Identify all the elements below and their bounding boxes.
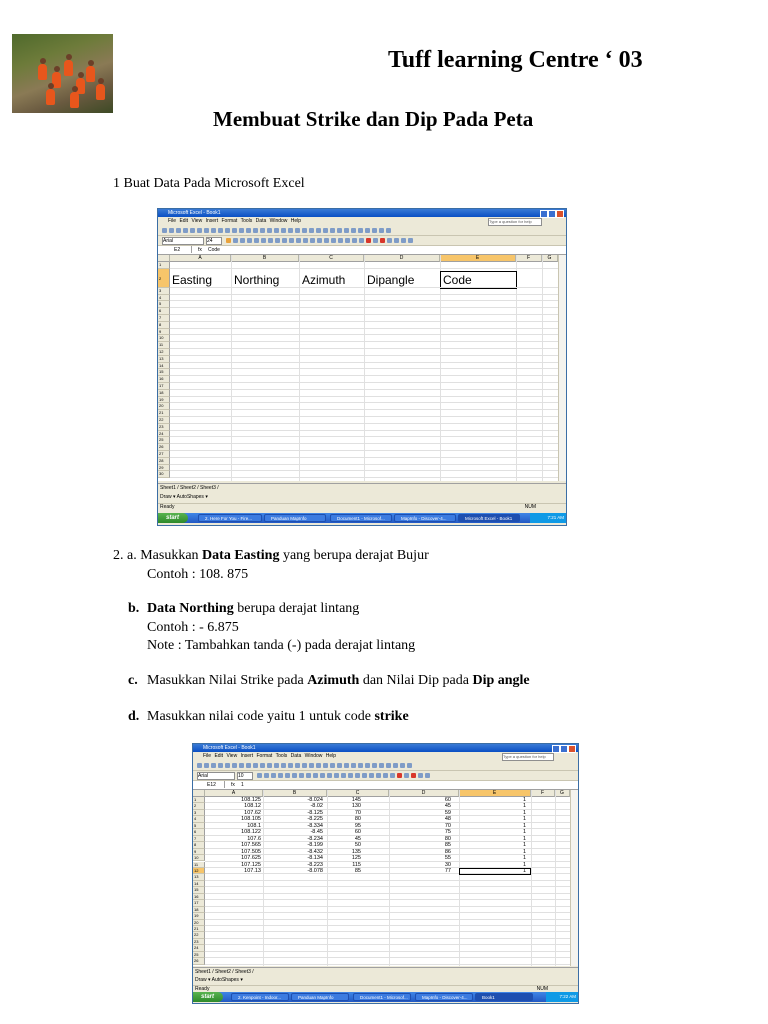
spreadsheet-grid[interactable] [158, 255, 558, 481]
row-gridline [170, 396, 558, 397]
vertical-scrollbar[interactable] [570, 790, 578, 966]
step-2a-line [113, 548, 429, 564]
row-gridline [170, 423, 558, 424]
table-cell[interactable]: 107.6 [247, 835, 261, 842]
row-header[interactable]: 2 [193, 803, 205, 809]
drawing-toolbar[interactable] [193, 976, 578, 985]
row-header[interactable]: 7 [193, 836, 205, 842]
row-gridline [170, 314, 558, 315]
table-cell[interactable]: 1 [522, 822, 526, 829]
table-cell[interactable]: -8.02 [310, 803, 323, 810]
step-2b-note: Note : Tambahkan tanda (-) pada derajat lintang [147, 638, 416, 653]
windows-taskbar[interactable] [193, 992, 578, 1002]
excel-menubar[interactable]: File Edit View Insert Format Tools Data Window Help [168, 218, 302, 224]
row-header[interactable]: 15 [158, 369, 170, 376]
table-cell[interactable]: 55 [444, 855, 451, 862]
table-cell[interactable]: 115 [352, 861, 361, 868]
row-gridline [170, 457, 558, 458]
row-header[interactable]: 5 [193, 823, 205, 829]
step-2b-bold: Data Northing [147, 601, 234, 616]
row-gridline [170, 334, 558, 335]
table-cell[interactable]: -8.432 [307, 848, 323, 855]
row-gridline [205, 899, 570, 900]
formula-bar[interactable] [193, 781, 578, 790]
row-header[interactable]: 9 [193, 849, 205, 855]
table-cell[interactable]: 108.125 [241, 797, 261, 803]
row-gridline [170, 375, 558, 376]
table-cell[interactable]: 50 [354, 842, 361, 849]
row-header[interactable]: 1 [193, 797, 205, 803]
row-gridline [170, 300, 558, 301]
system-tray-clock[interactable]: 7:21 AM [530, 513, 566, 523]
table-cell[interactable]: 108.122 [241, 829, 261, 836]
row-gridline [170, 389, 558, 390]
start-button[interactable]: start [158, 513, 188, 523]
row-header[interactable]: 22 [193, 932, 205, 938]
taskbar-item[interactable]: Microsoft Excel - Book1 [458, 514, 520, 522]
excel-screenshot-empty [157, 208, 567, 526]
corner-cell[interactable] [193, 790, 205, 797]
row-gridline [205, 931, 570, 932]
help-search-input[interactable]: Type a question for help [502, 753, 554, 761]
row-header[interactable]: 4 [193, 816, 205, 822]
column-header[interactable]: C [299, 255, 364, 262]
table-cell[interactable]: 59 [444, 809, 451, 816]
row-header[interactable]: 12 [193, 868, 205, 874]
row-gridline [170, 362, 558, 363]
table-cell[interactable]: 145 [351, 797, 361, 803]
table-cell[interactable]: -8.199 [307, 842, 323, 849]
row-header[interactable]: 15 [193, 887, 205, 893]
header-easting[interactable]: Easting [172, 273, 213, 287]
table-cell[interactable]: 1 [522, 809, 526, 816]
table-cell[interactable]: -8.45 [310, 829, 323, 836]
table-cell[interactable]: 1 [522, 842, 526, 849]
row-header[interactable]: 9 [158, 329, 170, 336]
table-cell[interactable]: 75 [444, 829, 451, 836]
column-header[interactable]: B [263, 790, 327, 797]
help-search-input[interactable]: Type a question for help [488, 218, 542, 226]
row-header[interactable]: 24 [193, 945, 205, 951]
row-header[interactable]: 14 [193, 881, 205, 887]
header-azimuth[interactable]: Azimuth [302, 273, 346, 287]
table-cell[interactable]: 70 [354, 809, 361, 816]
row-header[interactable]: 22 [158, 417, 170, 424]
table-cell[interactable]: 95 [354, 822, 361, 829]
column-header[interactable]: E [440, 255, 516, 262]
row-header[interactable]: 16 [193, 894, 205, 900]
vertical-scrollbar[interactable] [558, 255, 566, 481]
font-size-select[interactable]: 10 [237, 772, 253, 780]
fx-icon: fx [231, 782, 235, 788]
row-gridline [170, 321, 558, 322]
row-header[interactable]: 20 [158, 403, 170, 410]
step-2b-marker-text: b. [128, 601, 140, 616]
row-header[interactable]: 3 [193, 810, 205, 816]
font-name-select[interactable]: Arial [197, 772, 235, 780]
corner-cell[interactable] [158, 255, 170, 262]
taskbar-item[interactable]: 2. Here For You - Fire... [198, 514, 262, 522]
table-cell[interactable]: 80 [354, 816, 361, 823]
row-header[interactable]: 21 [193, 926, 205, 932]
row-gridline [170, 368, 558, 369]
row-header[interactable]: 11 [158, 342, 170, 349]
row-gridline [170, 294, 558, 295]
table-cell[interactable]: 108.105 [241, 816, 261, 823]
excel-menubar[interactable]: File Edit View Insert Format Tools Data Window Help [203, 753, 337, 759]
system-tray-clock[interactable]: 7:22 AM [546, 992, 578, 1002]
row-header[interactable]: 12 [158, 349, 170, 356]
row-gridline [170, 477, 558, 478]
column-header[interactable]: A [205, 790, 263, 797]
num-lock-indicator: NUM [524, 504, 536, 510]
row-gridline [170, 341, 558, 342]
step-2c-bold-azimuth: Azimuth [307, 673, 360, 688]
header-code[interactable]: Code [443, 273, 472, 287]
table-cell[interactable]: -8.334 [307, 822, 323, 829]
table-cell[interactable]: 1 [522, 816, 526, 823]
column-header[interactable]: C [327, 790, 389, 797]
table-cell[interactable]: -8.234 [307, 835, 323, 842]
row-gridline [170, 382, 558, 383]
step-2d-line [147, 709, 409, 725]
row-header[interactable]: 30 [158, 471, 170, 478]
table-cell[interactable]: -8.223 [307, 861, 323, 868]
row-header[interactable]: 7 [158, 315, 170, 322]
row-header[interactable]: 25 [193, 952, 205, 958]
table-cell[interactable]: 107.505 [241, 848, 261, 855]
row-gridline [170, 328, 558, 329]
row-gridline [170, 450, 558, 451]
header-dipangle[interactable]: Dipangle [367, 273, 415, 287]
draw-menu[interactable]: Draw ▾ AutoShapes ▾ [195, 977, 243, 983]
step-2a-bold: Data Easting [202, 548, 280, 563]
column-header[interactable]: B [231, 255, 299, 262]
sheet-tabs[interactable] [158, 483, 566, 493]
row-gridline [205, 912, 570, 913]
row-header[interactable]: 18 [193, 907, 205, 913]
row-header[interactable]: 26 [158, 444, 170, 451]
column-header[interactable]: D [364, 255, 440, 262]
sheet-tabs-label[interactable]: Sheet1 / Sheet2 / Sheet3 / [195, 969, 254, 975]
row-header[interactable]: 28 [158, 458, 170, 465]
step-2a-suffix: yang berupa derajat Bujur [279, 548, 429, 563]
row-gridline [170, 348, 558, 349]
step-2c-middle: dan Nilai Dip pada [359, 673, 473, 688]
page-subtitle: Membuat Strike dan Dip Pada Peta [213, 107, 534, 131]
table-cell[interactable]: 48 [444, 816, 451, 823]
row-gridline [170, 443, 558, 444]
standard-toolbar[interactable] [158, 226, 566, 236]
row-header[interactable]: 20 [193, 920, 205, 926]
table-cell[interactable]: 1 [522, 797, 526, 803]
row-gridline [170, 436, 558, 437]
row-header[interactable]: 19 [193, 913, 205, 919]
draw-menu[interactable]: Draw ▾ AutoShapes ▾ [160, 494, 208, 500]
taskbar-item[interactable]: Panduan MapInfo [291, 993, 349, 1001]
name-box[interactable]: E12 [195, 781, 225, 788]
column-header[interactable]: F [516, 255, 542, 262]
taskbar-item[interactable]: Document1 - Microsof... [353, 993, 411, 1001]
table-cell[interactable]: 86 [444, 848, 451, 855]
step-2b-line [147, 601, 359, 617]
page-title: Tuff learning Centre ‘ 03 [388, 47, 643, 73]
row-gridline [205, 886, 570, 887]
table-cell[interactable]: 107.125 [241, 861, 261, 868]
table-cell[interactable]: -8.125 [307, 809, 323, 816]
table-cell[interactable]: 108.12 [244, 803, 261, 810]
step-2c-prefix: Masukkan Nilai Strike pada [147, 673, 308, 688]
row-header[interactable]: 8 [193, 842, 205, 848]
column-header[interactable]: F [531, 790, 555, 797]
row-header[interactable]: 19 [158, 397, 170, 404]
table-cell[interactable]: 107.565 [241, 842, 261, 849]
windows-taskbar[interactable] [158, 513, 566, 523]
row-header[interactable]: 11 [193, 862, 205, 868]
row-header[interactable]: 13 [158, 356, 170, 363]
row-header[interactable]: 13 [193, 874, 205, 880]
row-gridline [170, 409, 558, 410]
row-gridline [170, 416, 558, 417]
formatting-toolbar[interactable] [158, 236, 566, 246]
header-northing[interactable]: Northing [234, 273, 280, 287]
step-2a-prefix: 2. a. Masukkan [113, 548, 203, 563]
row-header[interactable]: 26 [193, 958, 205, 964]
row-header[interactable]: 8 [158, 322, 170, 329]
row-gridline [205, 951, 570, 952]
spreadsheet-grid[interactable] [193, 790, 570, 966]
step-2d-marker [128, 709, 139, 725]
font-name-select[interactable]: Arial [162, 237, 204, 245]
step-2c-bold-dip: Dip angle [472, 673, 530, 688]
row-header[interactable]: 18 [158, 390, 170, 397]
row-header[interactable]: 10 [158, 335, 170, 342]
column-header[interactable]: D [389, 790, 459, 797]
status-text: Ready [195, 986, 210, 992]
table-cell[interactable]: 107.625 [241, 855, 261, 862]
column-header[interactable]: G [542, 255, 558, 262]
row-gridline [205, 957, 570, 958]
row-header[interactable]: 17 [193, 900, 205, 906]
step-2d-bold: strike [374, 709, 409, 724]
row-gridline [170, 268, 558, 269]
step-2a-example: Contoh : 108. 875 [147, 567, 249, 582]
table-cell[interactable]: 60 [444, 797, 451, 803]
table-cell[interactable]: 1 [522, 829, 526, 836]
table-cell[interactable]: 1 [522, 855, 526, 862]
row-gridline [170, 470, 558, 471]
step-2b-example: Contoh : - 6.875 [147, 620, 239, 635]
table-cell[interactable]: 1 [522, 867, 526, 874]
row-gridline [170, 307, 558, 308]
table-cell[interactable]: 80 [444, 835, 451, 842]
table-cell[interactable]: 85 [444, 842, 451, 849]
row-gridline [205, 893, 570, 894]
row-gridline [205, 944, 570, 945]
column-header[interactable]: A [170, 255, 231, 262]
row-header[interactable]: 5 [158, 301, 170, 308]
step-2b-suffix: berupa derajat lintang [233, 601, 360, 616]
row-gridline [170, 464, 558, 465]
row-header[interactable]: 23 [193, 939, 205, 945]
row-gridline [205, 919, 570, 920]
table-cell[interactable]: 108.1 [247, 822, 261, 829]
table-cell[interactable]: 107.62 [244, 809, 261, 816]
step-2c-marker-text: c. [128, 673, 138, 688]
name-box[interactable]: E2 [160, 246, 192, 253]
row-header[interactable]: 2 [158, 269, 170, 288]
drawing-toolbar[interactable] [158, 493, 566, 502]
column-header[interactable]: G [555, 790, 570, 797]
table-cell[interactable]: 77 [444, 867, 451, 874]
row-header[interactable]: 21 [158, 410, 170, 417]
table-cell[interactable]: 130 [351, 803, 361, 810]
table-cell[interactable]: 70 [444, 822, 451, 829]
row-header[interactable]: 6 [193, 829, 205, 835]
step-2c-line [147, 673, 530, 689]
table-cell[interactable]: 1 [522, 848, 526, 855]
num-lock-indicator: NUM [536, 986, 548, 992]
excel-titlebar: Microsoft Excel - Book1 [193, 744, 578, 752]
start-button[interactable]: start [193, 992, 223, 1002]
row-gridline [205, 880, 570, 881]
row-header[interactable]: 16 [158, 376, 170, 383]
table-cell[interactable]: 1 [522, 835, 526, 842]
font-size-select[interactable]: 24 [206, 237, 222, 245]
row-header[interactable]: 3 [158, 288, 170, 295]
step-2d-marker-text: d. [128, 709, 140, 724]
table-cell[interactable]: -8.078 [307, 867, 323, 874]
table-cell[interactable]: -8.134 [307, 855, 323, 862]
formula-input[interactable]: 1 [241, 782, 244, 788]
row-header[interactable]: 17 [158, 383, 170, 390]
fx-icon: fx [198, 247, 202, 253]
formula-bar[interactable] [158, 246, 566, 255]
table-cell[interactable]: 107.13 [244, 867, 261, 874]
step-2c-marker [128, 673, 138, 689]
row-header[interactable]: 10 [193, 855, 205, 861]
row-header[interactable]: 6 [158, 308, 170, 315]
row-gridline [205, 938, 570, 939]
taskbar-item[interactable]: Document1 - Microsof... [330, 514, 392, 522]
taskbar-item[interactable]: MapInfo - Discover-4... [415, 993, 473, 1001]
excel-screenshot-filled [192, 743, 579, 1004]
table-cell[interactable]: 45 [444, 803, 451, 810]
row-gridline [205, 906, 570, 907]
table-cell[interactable]: 30 [444, 861, 451, 868]
taskbar-item[interactable]: MapInfo - Discover-4... [394, 514, 456, 522]
sheet-tabs-label[interactable]: Sheet1 / Sheet2 / Sheet3 / [160, 485, 219, 491]
row-header[interactable]: 27 [158, 451, 170, 458]
row-gridline [170, 402, 558, 403]
standard-toolbar[interactable] [193, 761, 578, 771]
table-cell[interactable]: 45 [354, 835, 361, 842]
table-cell[interactable]: 85 [354, 867, 361, 874]
status-text: Ready [160, 504, 175, 510]
table-cell[interactable]: 1 [522, 861, 526, 868]
row-gridline [170, 355, 558, 356]
step-2d-prefix: Masukkan nilai code yaitu 1 untuk code [147, 709, 375, 724]
table-cell[interactable]: 60 [354, 829, 361, 836]
status-bar [158, 503, 566, 511]
step-2b-marker [128, 601, 139, 617]
row-header[interactable]: 1 [158, 262, 170, 269]
excel-titlebar: Microsoft Excel - Book1 [158, 209, 566, 217]
table-cell[interactable]: 125 [351, 855, 361, 862]
row-gridline [170, 430, 558, 431]
table-cell[interactable]: 135 [351, 848, 361, 855]
header-photo [12, 34, 113, 113]
row-gridline [205, 925, 570, 926]
taskbar-item[interactable]: Panduan MapInfo [264, 514, 326, 522]
table-cell[interactable]: -8.225 [307, 816, 323, 823]
row-header[interactable]: 4 [158, 295, 170, 302]
table-cell[interactable]: 1 [522, 803, 526, 810]
taskbar-item[interactable]: Book1 [475, 993, 533, 1001]
column-header[interactable]: E [459, 790, 531, 797]
active-cell-outline [459, 868, 531, 875]
formatting-toolbar[interactable] [193, 771, 578, 781]
row-gridline [205, 964, 570, 965]
row-header[interactable]: 14 [158, 363, 170, 370]
row-header[interactable]: 25 [158, 437, 170, 444]
step-1-text: 1 Buat Data Pada Microsoft Excel [113, 176, 305, 191]
row-header[interactable]: 29 [158, 465, 170, 472]
table-cell[interactable]: -8.024 [307, 797, 323, 803]
formula-input[interactable]: Code [208, 247, 220, 253]
row-header[interactable]: 23 [158, 424, 170, 431]
row-header[interactable]: 24 [158, 431, 170, 438]
row-gridline [170, 287, 558, 288]
taskbar-item[interactable]: 2. Kenpoint - Indoor... [231, 993, 289, 1001]
